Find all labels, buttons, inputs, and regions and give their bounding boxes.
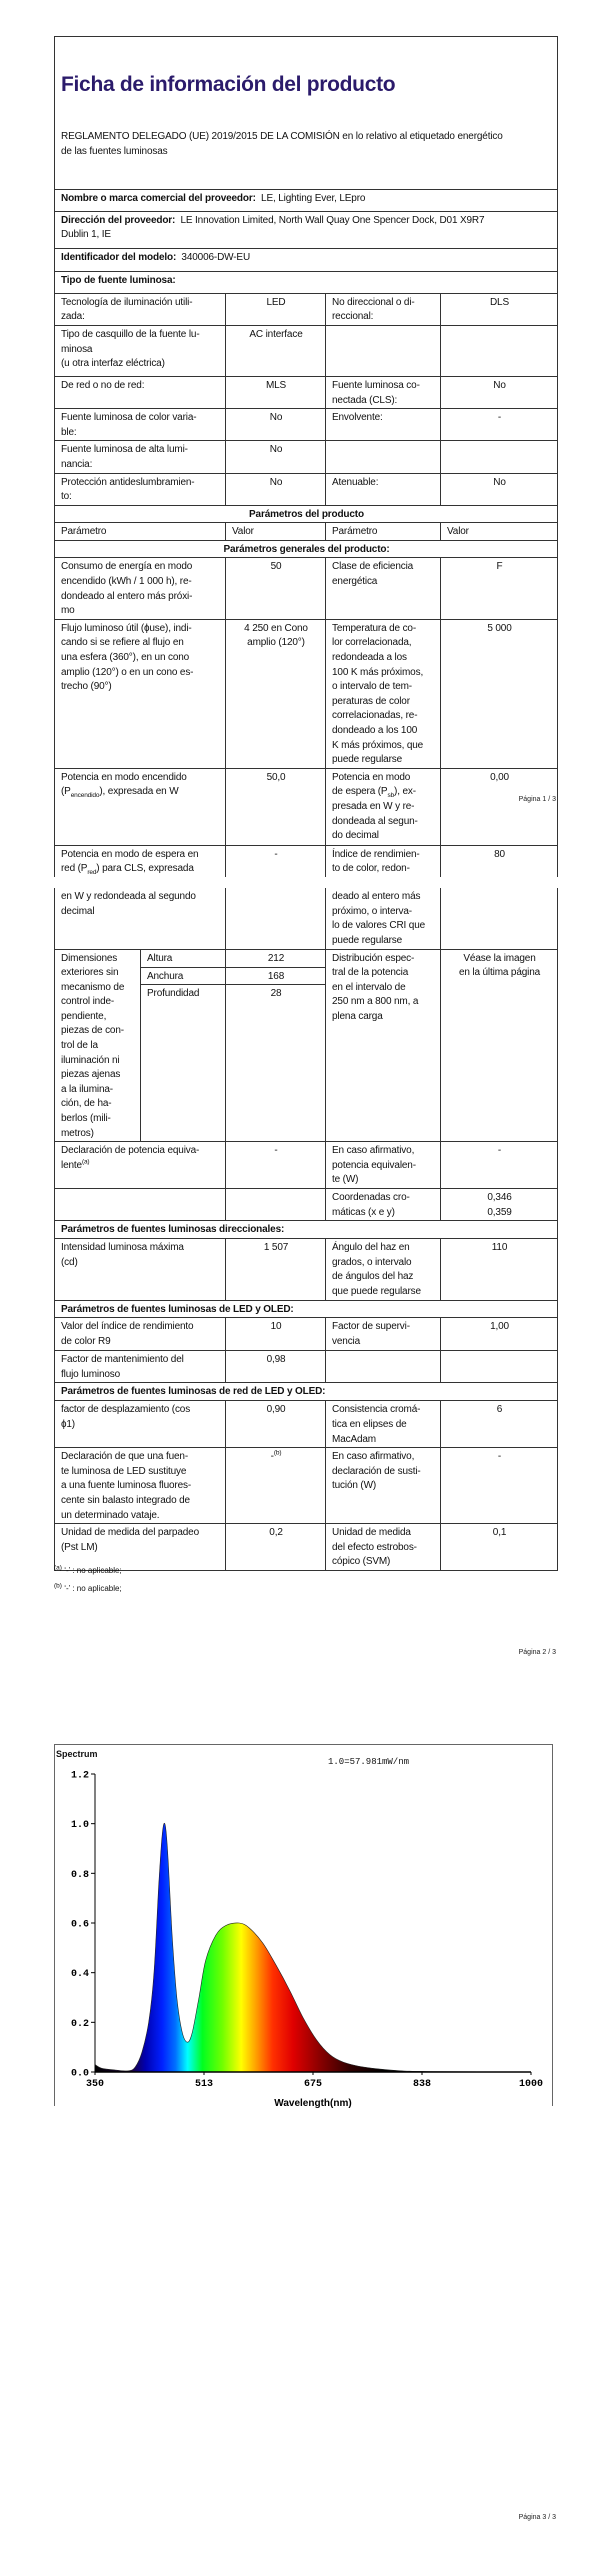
x-axis-label: Wavelength(nm) [274,2098,352,2109]
table-row [55,1524,558,1571]
table-row [55,949,558,967]
param-label: Unidad de medida del efecto estrobos- cópico (SVM) [326,1524,441,1571]
param-label: Atenuable: [326,473,441,505]
supplier-address-row [55,211,558,248]
table-row [55,1351,558,1383]
table-row [55,376,558,408]
param-label: deado al entero más próximo, o interva- lo de valores CRI que puede regularse [326,888,441,949]
table-row [55,1318,558,1351]
param-label: en W y redondeada al segundo decimal [55,888,226,949]
dimension-name: Altura [141,949,226,967]
header-block [55,37,558,190]
param-value: 0,1 [441,1524,558,1571]
param-label: factor de desplazamiento (cos ɸ1) [55,1401,226,1448]
param-value: 0,2 [226,1524,326,1571]
param-label: Factor de supervi- vencia [326,1318,441,1351]
table-row [55,1142,558,1189]
column-header-row [55,523,558,541]
table-row [55,1189,558,1221]
footnote-text: ‘-’ : no aplicable; [64,1566,122,1575]
param-label: Ángulo del haz en grados, o intervalo de ángulos del haz que puede regularse [326,1239,441,1300]
y-tick-label: 0.8 [70,1869,89,1881]
param-value [441,325,558,376]
section-title: Parámetros de fuentes luminosas de LED y OLED: [55,1300,558,1318]
table-row [55,768,558,845]
column-header: Parámetro [55,523,226,541]
subscript: red [87,869,97,877]
column-header: Valor [226,523,326,541]
empty-cell [326,1351,441,1383]
param-value: 0,98 [226,1351,326,1383]
subscript: sb [387,792,395,800]
label-text: Potencia en modo de espera en red (P [61,848,199,875]
section-title: Parámetros de fuentes luminosas direccionales: [55,1221,558,1239]
x-tick-label: 1000 [518,2079,544,2090]
param-label: Fuente luminosa co- nectada (CLS): [326,376,441,408]
param-value: No [441,376,558,408]
param-value: - [441,409,558,441]
param-value: 110 [441,1239,558,1300]
param-value: 50 [226,558,326,619]
param-label [55,768,226,845]
footnote-mark: (a) [54,1564,62,1572]
param-label [55,1142,226,1189]
table-row [55,1239,558,1300]
param-label: En caso afirmativo, potencia equivalen- te (W) [326,1142,441,1189]
param-label: Unidad de medida del parpadeo (Pst LM) [55,1524,226,1571]
param-value [226,888,326,949]
regulation-text: REGLAMENTO DELEGADO (UE) 2019/2015 DE LA COMISIÓN en lo relativo al etiquetado energético de las fuentes luminosas [61,131,503,157]
product-info-table-page2 [54,888,558,1571]
supplier-address-label: Dirección del proveedor: [61,214,176,226]
param-label [326,768,441,845]
page-number: Página 3 / 3 [518,2514,556,2521]
param-value: No [226,441,326,473]
param-value [441,441,558,473]
page-title: Ficha de información del producto [61,73,396,97]
param-label: Dimensiones exteriores sin mecanismo de control inde- pendiente, piezas de con- trol de la iluminación ni piezas ajenas a la ilumina- ción, de ha- berlos (mili- metros) [55,949,141,1142]
param-label: Valor del índice de rendimiento de color R9 [55,1318,226,1351]
y-tick-label: 0.2 [70,2018,89,2030]
param-value: 1 507 [226,1239,326,1300]
column-header: Parámetro [326,523,441,541]
y-tick-label: 0.6 [70,1919,89,1931]
param-label: Intensidad luminosa máxima (cd) [55,1239,226,1300]
y-tick-label: 0.4 [70,1969,89,1981]
table-row [55,473,558,505]
subscript: encendido [70,792,100,800]
param-label [326,325,441,376]
param-label: Factor de mantenimiento del flujo luminoso [55,1351,226,1383]
dimension-value: 168 [226,967,326,985]
spectrum-area [95,1823,531,2072]
param-value: 1,00 [441,1318,558,1351]
param-label: Fuente luminosa de color varia- ble: [55,409,226,441]
table-row [55,441,558,473]
param-value: - [441,1142,558,1189]
param-label: Fuente luminosa de alta lumi- nancia: [55,441,226,473]
param-value: 80 [441,845,558,877]
param-label: Protección antideslumbramien- to: [55,473,226,505]
param-label: Temperatura de co- lor correlacionada, redondeada a los 100 K más próximos, o intervalo de tem- peraturas de color correlacionadas, re- dondeado a los 100 K más próximos, que puede regularse [326,619,441,768]
param-value: Véase la imagen en la última página [441,949,558,1142]
empty-cell [226,1189,326,1221]
param-label: Tipo de casquillo de la fuente lu- minosa (u otra interfaz eléctrica) [55,325,226,376]
dimension-value: 212 [226,949,326,967]
param-value: DLS [441,293,558,325]
x-tick-label: 675 [303,2079,323,2090]
chart-title: Spectrum [56,1749,98,1759]
product-info-table-page1 [54,36,558,877]
param-value: AC interface [226,325,326,376]
light-source-type-label: Tipo de fuente luminosa: [55,271,558,293]
table-row [55,619,558,768]
param-label: Tecnología de iluminación utili- zada: [55,293,226,325]
section-title: Parámetros de fuentes luminosas de red de LED y OLED: [55,1383,558,1401]
x-tick-label: 513 [194,2079,214,2090]
param-value: 0,90 [226,1401,326,1448]
table-row [55,293,558,325]
param-value: 0,00 [441,768,558,845]
param-label: Consistencia cromá- tica en elipses de MacAdam [326,1401,441,1448]
page-number: Página 2 / 3 [518,1649,556,1656]
section-title: Parámetros del producto [55,505,558,523]
param-label: Envolvente: [326,409,441,441]
x-tick-label: 350 [85,2079,105,2090]
footnote-text: ‘-’ : no aplicable; [64,1584,122,1593]
param-value [441,888,558,949]
footnote-ref: (b) [273,1449,282,1457]
param-label: Distribución espec- tral de la potencia en el intervalo de 250 nm a 800 nm, a plena carga [326,949,441,1142]
model-id: 340006-DW-EU [181,251,251,263]
param-label: No direccional o di- reccional: [326,293,441,325]
table-row [55,888,558,949]
dimension-name: Anchura [141,967,226,985]
label-text: Potencia en modo de espera (P [332,771,411,798]
param-value: No [441,473,558,505]
column-header: Valor [441,523,558,541]
table-row [55,1448,558,1524]
param-label [55,845,226,877]
param-value: 50,0 [226,768,326,845]
supplier-address: LE Innovation Limited, North Wall Quay One Spencer Dock, D01 X9R7 Dublin 1, IE [61,214,485,241]
page-number: Página 1 / 3 [518,796,556,803]
y-tick-label: 0.0 [70,2068,89,2080]
chart-annotation: 1.0=57.981mW/nm [328,1757,410,1767]
label-text: Potencia en modo encendido (P [61,771,187,798]
label-text: ), ex- presada en W y re- dondeada al segun- do decimal [332,786,418,842]
param-label: Consumo de energía en modo encendido (kWh / 1 000 h), re- dondeado al entero más próxi- mo [55,558,226,619]
param-value: - [226,845,326,877]
empty-cell [441,1351,558,1383]
param-value: F [441,558,558,619]
section-title: Parámetros generales del producto: [55,540,558,558]
table-row [55,558,558,619]
param-label: Coordenadas cro- máticas (x e y) [326,1189,441,1221]
param-value: 10 [226,1318,326,1351]
model-id-label: Identificador del modelo: [61,251,177,263]
supplier-name-row [55,189,558,211]
dimension-name: Profundidad [141,985,226,1142]
model-id-row [55,248,558,271]
empty-cell [55,1189,226,1221]
param-value: 0,346 0,359 [441,1189,558,1221]
param-value: LED [226,293,326,325]
spectrum-chart [0,1740,603,2120]
param-value: - [226,1142,326,1189]
label-text: Declaración de potencia equiva- lente [61,1145,200,1171]
table-row [55,845,558,877]
param-value: 6 [441,1401,558,1448]
dimension-value: 28 [226,985,326,1142]
label-text: ) para CLS, expresada [96,863,194,875]
table-row [55,1401,558,1448]
param-value: - [441,1448,558,1524]
param-label: Índice de rendimien- to de color, redon- [326,845,441,877]
param-value [226,1448,326,1524]
table-row [55,409,558,441]
param-value: No [226,409,326,441]
param-value: 4 250 en Cono amplio (120°) [226,619,326,768]
y-tick-label: 1.0 [70,1820,89,1832]
value-text: - [270,1451,274,1463]
supplier-name: LE, Lighting Ever, LEpro [261,192,366,204]
param-label: Declaración de que una fuen- te luminosa de LED sustituye a una fuente luminosa fluores- cente sin balasto integrado de un determinado vataje. [55,1448,226,1524]
param-value: MLS [226,376,326,408]
footnote [54,1566,122,1575]
param-label [326,441,441,473]
param-label: Clase de eficiencia energética [326,558,441,619]
footnote-mark: (b) [54,1582,62,1590]
param-label: En caso afirmativo, declaración de susti- tución (W) [326,1448,441,1524]
param-label: Flujo luminoso útil (ɸuse), indi- cando si se refiere al flujo en una esfera (360°), en un cono amplio (120°) o en un cono es- trecho (90°) [55,619,226,768]
label-text: ), expresada en W [99,786,179,798]
table-row [55,325,558,376]
param-label: De red o no de red: [55,376,226,408]
param-value: No [226,473,326,505]
supplier-name-label: Nombre o marca comercial del proveedor: [61,192,256,204]
x-tick-label: 838 [412,2079,432,2090]
y-tick-label: 1.2 [70,1770,89,1782]
param-value: 5 000 [441,619,558,768]
footnote [54,1584,122,1593]
footnote-ref: (a) [81,1158,90,1166]
